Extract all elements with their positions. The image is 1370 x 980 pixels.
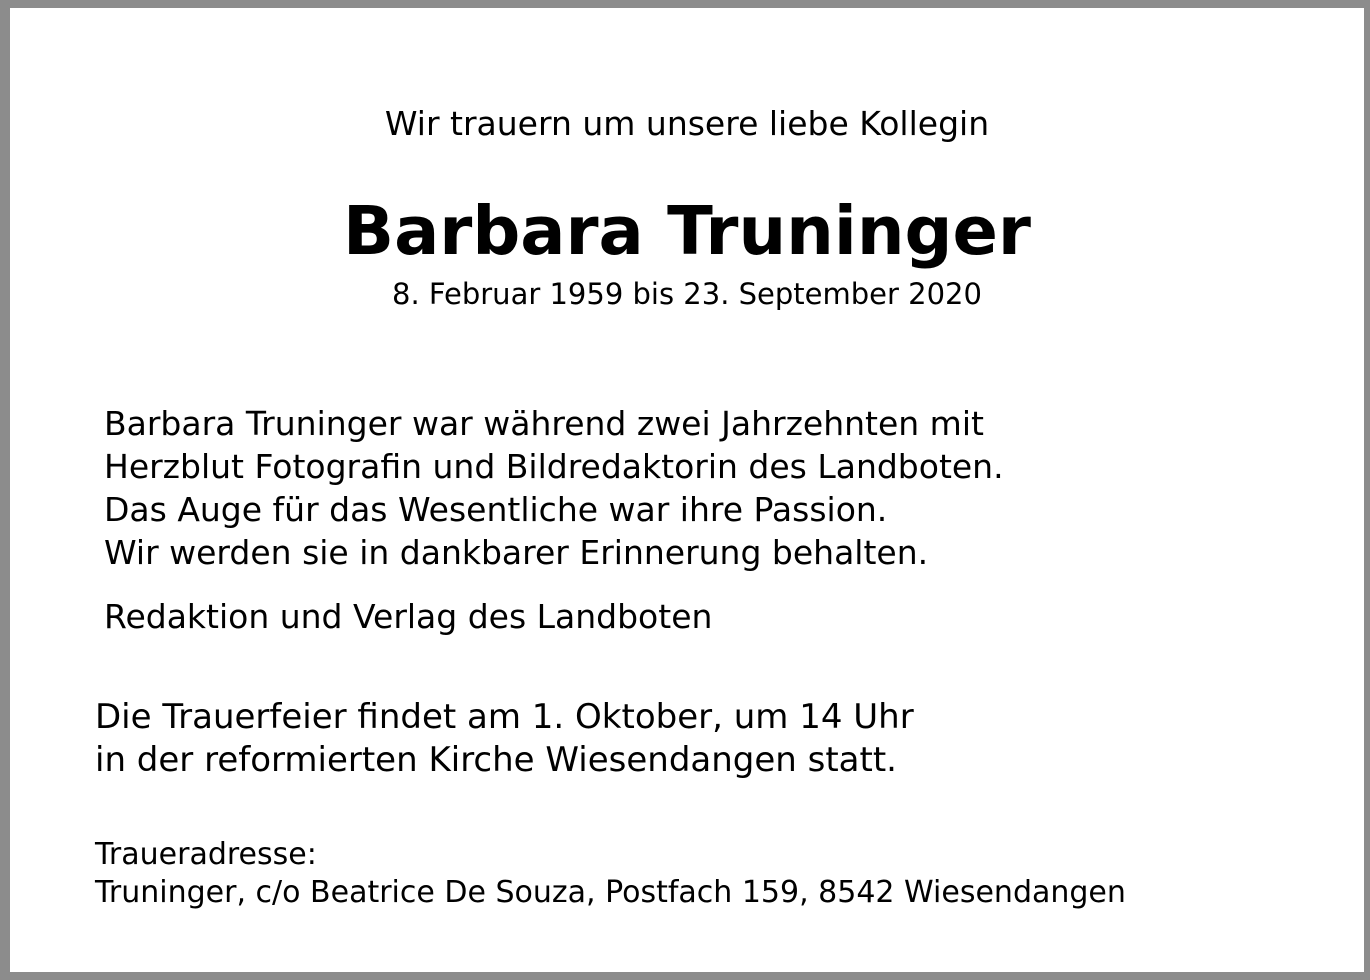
ceremony-line: in der reformierten Kirche Wiesendangen statt. xyxy=(95,740,897,780)
address-text: Truninger, c/o Beatrice De Souza, Postfach 159, 8542 Wiesendangen xyxy=(95,875,1126,910)
tribute-text xyxy=(104,402,1004,574)
address-label: Traueradresse: xyxy=(95,837,317,872)
deceased-name: Barbara Truninger xyxy=(343,192,1031,270)
tribute-line: Wir werden sie in dankbarer Erinnerung behalten. xyxy=(104,533,929,572)
ceremony-info xyxy=(95,696,914,782)
signature: Redaktion und Verlag des Landboten xyxy=(104,597,713,636)
tribute-line: Das Auge für das Wesentliche war ihre Passion. xyxy=(104,490,888,529)
tribute-line: Barbara Truninger war während zwei Jahrzehnten mit xyxy=(104,404,984,443)
mourning-address xyxy=(95,836,1126,912)
ceremony-line: Die Trauerfeier findet am 1. Oktober, um 14 Uhr xyxy=(95,697,914,737)
intro-line: Wir trauern um unsere liebe Kollegin xyxy=(384,104,990,143)
life-dates: 8. Februar 1959 bis 23. September 2020 xyxy=(392,277,982,311)
tribute-line: Herzblut Fotografin und Bildredaktorin des Landboten. xyxy=(104,447,1004,486)
